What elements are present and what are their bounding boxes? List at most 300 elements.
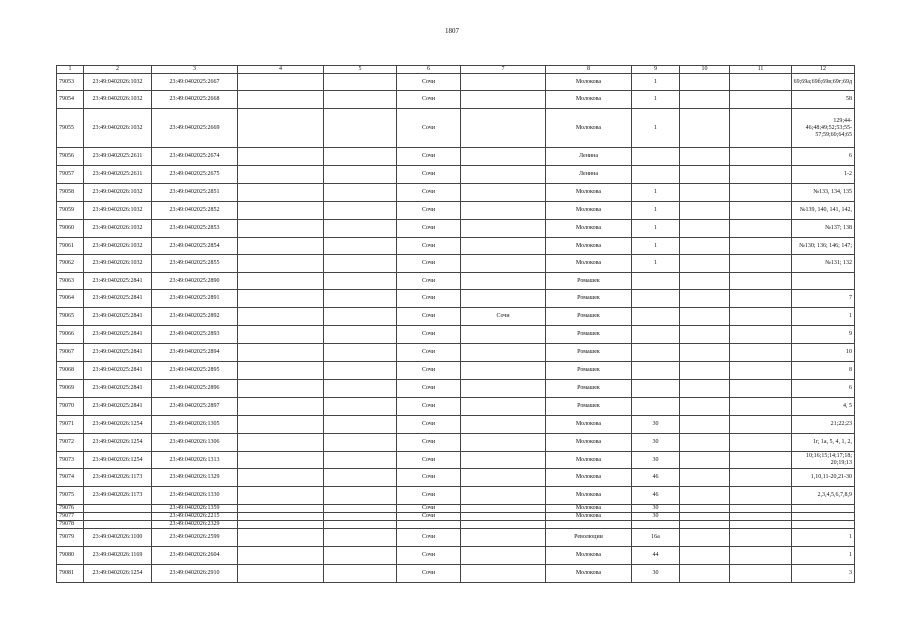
- table-cell: [730, 469, 792, 487]
- table-cell: [730, 220, 792, 238]
- table-cell: №133, 134, 135: [792, 184, 855, 202]
- table-cell: 3: [792, 565, 855, 583]
- table-cell: 23:49:0402025:2890: [152, 273, 238, 290]
- table-cell: [680, 202, 730, 220]
- table-cell: 23:49:0402025:2841: [84, 308, 152, 326]
- table-cell: [730, 362, 792, 380]
- table-cell: [324, 91, 397, 109]
- table-cell: 23:49:0402026:1100: [84, 529, 152, 547]
- table-cell: [680, 529, 730, 547]
- table-cell: 23:49:0402025:2896: [152, 380, 238, 398]
- table-cell: [324, 521, 397, 529]
- table-cell: 23:49:0402025:2611: [84, 166, 152, 184]
- table-cell: Ромашек: [546, 308, 632, 326]
- table-cell: Сочи: [397, 434, 461, 452]
- table-row: [57, 255, 855, 273]
- table-cell: 23:49:0402026:1359: [152, 505, 238, 513]
- table-cell: [238, 91, 324, 109]
- table-cell: 79066: [57, 326, 84, 344]
- column-header: 9: [632, 66, 680, 74]
- table-cell: [238, 398, 324, 416]
- table-cell: [730, 290, 792, 308]
- table-row: [57, 547, 855, 565]
- table-cell: [730, 308, 792, 326]
- table-cell: 23:49:0402026:1032: [84, 74, 152, 91]
- table-cell: Сочи: [397, 505, 461, 513]
- table-row: [57, 529, 855, 547]
- table-cell: [461, 202, 546, 220]
- table-cell: 23:49:0402025:2854: [152, 238, 238, 255]
- table-cell: 23:49:0402025:2851: [152, 184, 238, 202]
- table-cell: [680, 469, 730, 487]
- table-cell: Молокова: [546, 513, 632, 521]
- table-cell: [238, 326, 324, 344]
- table-cell: [84, 521, 152, 529]
- table-row: [57, 416, 855, 434]
- table-row: [57, 565, 855, 583]
- table-cell: [324, 308, 397, 326]
- table-row: [57, 74, 855, 91]
- table-cell: 23:49:0402026:1032: [84, 202, 152, 220]
- table-cell: [461, 487, 546, 505]
- column-header: 12: [792, 66, 855, 74]
- table-row: [57, 220, 855, 238]
- table-cell: 23:49:0402026:1032: [84, 220, 152, 238]
- table-cell: 79076: [57, 505, 84, 513]
- table-cell: 10: [792, 344, 855, 362]
- table-cell: 30: [632, 513, 680, 521]
- table-cell: 23:49:0402025:2853: [152, 220, 238, 238]
- table-cell: [84, 505, 152, 513]
- table-cell: 79070: [57, 398, 84, 416]
- table-cell: [238, 416, 324, 434]
- table-cell: [730, 521, 792, 529]
- table-cell: 23:49:0402025:2841: [84, 273, 152, 290]
- table-cell: 79074: [57, 469, 84, 487]
- table-cell: [730, 326, 792, 344]
- table-row: [57, 184, 855, 202]
- table-cell: Молокова: [546, 547, 632, 565]
- table-cell: [730, 529, 792, 547]
- table-cell: [792, 505, 855, 513]
- table-row: [57, 505, 855, 513]
- table-cell: [730, 255, 792, 273]
- table-cell: [238, 273, 324, 290]
- table-cell: 46: [632, 487, 680, 505]
- table-cell: [680, 238, 730, 255]
- table-row: [57, 273, 855, 290]
- table-cell: [461, 238, 546, 255]
- table-cell: Сочи: [397, 74, 461, 91]
- table-cell: [680, 220, 730, 238]
- table-cell: [680, 91, 730, 109]
- column-header: 6: [397, 66, 461, 74]
- table-cell: [632, 148, 680, 166]
- column-header: 2: [84, 66, 152, 74]
- table-cell: 79077: [57, 513, 84, 521]
- header-row: [57, 66, 855, 74]
- table-cell: [324, 505, 397, 513]
- table-cell: 79069: [57, 380, 84, 398]
- table-cell: [680, 398, 730, 416]
- column-header: 7: [461, 66, 546, 74]
- table-cell: [324, 74, 397, 91]
- table-cell: 7: [792, 290, 855, 308]
- table-cell: [238, 202, 324, 220]
- column-header: 10: [680, 66, 730, 74]
- table-cell: [461, 184, 546, 202]
- table-cell: 23:49:0402026:1032: [84, 91, 152, 109]
- table-cell: [680, 109, 730, 148]
- table-cell: [680, 290, 730, 308]
- table-cell: 23:49:0402025:2895: [152, 362, 238, 380]
- table-row: [57, 109, 855, 148]
- table-cell: 1: [632, 91, 680, 109]
- table-cell: 79078: [57, 521, 84, 529]
- table-cell: Молокова: [546, 184, 632, 202]
- table-cell: [461, 273, 546, 290]
- table-cell: [680, 547, 730, 565]
- table-cell: [461, 380, 546, 398]
- table-cell: 23:49:0402025:2669: [152, 109, 238, 148]
- table-cell: [680, 74, 730, 91]
- table-cell: 23:49:0402025:2841: [84, 344, 152, 362]
- table-cell: 23:49:0402025:2894: [152, 344, 238, 362]
- table-cell: [680, 521, 730, 529]
- table-cell: 23:49:0402026:1032: [84, 184, 152, 202]
- table-cell: [680, 434, 730, 452]
- table-cell: 1: [632, 220, 680, 238]
- table-cell: [324, 380, 397, 398]
- table-cell: Молокова: [546, 434, 632, 452]
- table-cell: 23:49:0402026:1254: [84, 434, 152, 452]
- table-cell: 58: [792, 91, 855, 109]
- table-cell: Ромашек: [546, 362, 632, 380]
- table-cell: 1: [632, 184, 680, 202]
- table-row: [57, 202, 855, 220]
- table-cell: [461, 434, 546, 452]
- table-cell: [238, 380, 324, 398]
- table-cell: Сочи: [397, 238, 461, 255]
- table-cell: 23:49:0402026:2215: [152, 513, 238, 521]
- table-cell: 16а: [632, 529, 680, 547]
- table-cell: 79079: [57, 529, 84, 547]
- table-cell: Ленина: [546, 148, 632, 166]
- table-row: [57, 166, 855, 184]
- table-cell: [730, 148, 792, 166]
- table-cell: [792, 513, 855, 521]
- table-cell: [730, 202, 792, 220]
- table-cell: Сочи: [397, 166, 461, 184]
- table-cell: №131; 132: [792, 255, 855, 273]
- table-cell: [680, 255, 730, 273]
- table-cell: 23:49:0402026:2329: [152, 521, 238, 529]
- table-cell: 79060: [57, 220, 84, 238]
- table-cell: [632, 166, 680, 184]
- table-cell: [730, 273, 792, 290]
- table-cell: [324, 452, 397, 469]
- table-cell: [461, 166, 546, 184]
- table-row: [57, 398, 855, 416]
- table-cell: [324, 344, 397, 362]
- table-cell: Молокова: [546, 255, 632, 273]
- table-cell: 6: [792, 148, 855, 166]
- table-cell: [730, 547, 792, 565]
- table-cell: [461, 469, 546, 487]
- table-cell: Сочи: [397, 308, 461, 326]
- table-cell: 79068: [57, 362, 84, 380]
- table-cell: [730, 344, 792, 362]
- table-cell: 23:49:0402025:2852: [152, 202, 238, 220]
- column-header: 1: [57, 66, 84, 74]
- table-cell: [461, 547, 546, 565]
- table-cell: 1,10,11-20,21-30: [792, 469, 855, 487]
- table-cell: [461, 398, 546, 416]
- table-cell: 23:49:0402026:1173: [84, 469, 152, 487]
- table-cell: [680, 487, 730, 505]
- table-cell: [238, 547, 324, 565]
- table-cell: Сочи: [397, 344, 461, 362]
- table-cell: [632, 290, 680, 308]
- table-cell: 23:49:0402025:2841: [84, 398, 152, 416]
- table-cell: [238, 362, 324, 380]
- table-cell: Ленина: [546, 166, 632, 184]
- table-cell: [730, 74, 792, 91]
- table-cell: [461, 148, 546, 166]
- table-cell: 79071: [57, 416, 84, 434]
- table-cell: Сочи: [397, 487, 461, 505]
- table-cell: [238, 452, 324, 469]
- register-table: [56, 65, 855, 583]
- table-cell: 23:49:0402026:1032: [84, 238, 152, 255]
- table-row: [57, 238, 855, 255]
- table-row: [57, 326, 855, 344]
- table-cell: [324, 326, 397, 344]
- table-row: [57, 362, 855, 380]
- table-cell: Молокова: [546, 202, 632, 220]
- table-cell: [680, 273, 730, 290]
- table-cell: 23:49:0402026:1254: [84, 565, 152, 583]
- table-cell: [680, 505, 730, 513]
- table-row: [57, 469, 855, 487]
- table-cell: Ромашек: [546, 398, 632, 416]
- table-cell: 23:49:0402026:2604: [152, 547, 238, 565]
- table-cell: [461, 362, 546, 380]
- table-cell: [461, 505, 546, 513]
- table-cell: 30: [632, 452, 680, 469]
- table-cell: [730, 109, 792, 148]
- table-cell: Молокова: [546, 74, 632, 91]
- table-cell: [680, 326, 730, 344]
- table-row: [57, 344, 855, 362]
- table-cell: Сочи: [397, 220, 461, 238]
- table-cell: [324, 434, 397, 452]
- table-cell: Сочи: [397, 529, 461, 547]
- column-header: 8: [546, 66, 632, 74]
- table-cell: [730, 505, 792, 513]
- table-cell: [632, 273, 680, 290]
- table-row: [57, 290, 855, 308]
- table-cell: [730, 238, 792, 255]
- table-cell: [238, 487, 324, 505]
- table-cell: 79059: [57, 202, 84, 220]
- table-cell: 9: [792, 326, 855, 344]
- table-cell: [461, 109, 546, 148]
- table-cell: Ромашек: [546, 326, 632, 344]
- table-cell: [680, 452, 730, 469]
- table-cell: [632, 380, 680, 398]
- table-cell: [238, 74, 324, 91]
- table-cell: Сочи: [397, 273, 461, 290]
- table-cell: [461, 290, 546, 308]
- table-cell: [238, 521, 324, 529]
- table-cell: [461, 74, 546, 91]
- table-cell: [324, 202, 397, 220]
- table-cell: Сочи: [397, 469, 461, 487]
- table-cell: [238, 148, 324, 166]
- table-cell: 79057: [57, 166, 84, 184]
- table-cell: [792, 521, 855, 529]
- table-cell: [324, 148, 397, 166]
- table-cell: 1: [632, 255, 680, 273]
- table-cell: 23:49:0402026:1306: [152, 434, 238, 452]
- table-cell: [680, 308, 730, 326]
- table-cell: Ромашек: [546, 290, 632, 308]
- table-cell: [324, 529, 397, 547]
- table-cell: [632, 308, 680, 326]
- table-cell: [730, 184, 792, 202]
- table-cell: [730, 452, 792, 469]
- table-cell: [324, 290, 397, 308]
- table-cell: Молокова: [546, 91, 632, 109]
- table-cell: 44: [632, 547, 680, 565]
- table-cell: 23:49:0402025:2667: [152, 74, 238, 91]
- table-cell: [324, 398, 397, 416]
- table-cell: 1: [792, 308, 855, 326]
- table-cell: [238, 290, 324, 308]
- table-cell: 79056: [57, 148, 84, 166]
- table-cell: 2,3,4,5,6,7,8,9: [792, 487, 855, 505]
- table-cell: [730, 513, 792, 521]
- table-cell: 1: [632, 238, 680, 255]
- table-cell: [238, 469, 324, 487]
- table-cell: 23:49:0402026:1305: [152, 416, 238, 434]
- table-cell: [324, 565, 397, 583]
- table-cell: Сочи: [397, 452, 461, 469]
- table-cell: [461, 565, 546, 583]
- table-cell: [324, 362, 397, 380]
- table-cell: [324, 487, 397, 505]
- table-cell: 23:49:0402026:1169: [84, 547, 152, 565]
- table-cell: Сочи: [461, 308, 546, 326]
- table-cell: Революции: [546, 529, 632, 547]
- table-cell: [680, 344, 730, 362]
- table-cell: 79062: [57, 255, 84, 273]
- table-cell: №130; 136; 146; 147;: [792, 238, 855, 255]
- table-cell: Молокова: [546, 220, 632, 238]
- table-cell: 79055: [57, 109, 84, 148]
- table-cell: 23:49:0402025:2891: [152, 290, 238, 308]
- table-cell: Молокова: [546, 416, 632, 434]
- table-cell: 79063: [57, 273, 84, 290]
- table-cell: 23:49:0402026:1329: [152, 469, 238, 487]
- table-cell: 23:49:0402026:2910: [152, 565, 238, 583]
- table-cell: Сочи: [397, 398, 461, 416]
- table-cell: [461, 529, 546, 547]
- table-cell: Молокова: [546, 469, 632, 487]
- table-cell: 23:49:0402026:1032: [84, 255, 152, 273]
- table-cell: [238, 344, 324, 362]
- table-cell: 79072: [57, 434, 84, 452]
- table-cell: [730, 166, 792, 184]
- table-cell: 23:49:0402025:2892: [152, 308, 238, 326]
- table-cell: [632, 344, 680, 362]
- table-cell: [238, 505, 324, 513]
- table-cell: 79081: [57, 565, 84, 583]
- table-row: [57, 148, 855, 166]
- table-cell: 23:49:0402025:2611: [84, 148, 152, 166]
- table-cell: [324, 109, 397, 148]
- table-cell: [324, 273, 397, 290]
- table-cell: [680, 416, 730, 434]
- table-cell: Сочи: [397, 416, 461, 434]
- table-cell: Ромашек: [546, 273, 632, 290]
- table-cell: [461, 255, 546, 273]
- table-cell: 23:49:0402025:2841: [84, 380, 152, 398]
- table-cell: Сочи: [397, 91, 461, 109]
- table-cell: 4, 5: [792, 398, 855, 416]
- table-cell: [680, 362, 730, 380]
- table-cell: 30: [632, 565, 680, 583]
- table-cell: [324, 166, 397, 184]
- table-cell: [461, 344, 546, 362]
- column-header: 11: [730, 66, 792, 74]
- table-cell: Молокова: [546, 505, 632, 513]
- table-row: [57, 434, 855, 452]
- table-cell: 23:49:0402025:2897: [152, 398, 238, 416]
- table-cell: [461, 326, 546, 344]
- page-number: 1807: [445, 27, 459, 35]
- table-cell: [238, 565, 324, 583]
- table-cell: [238, 184, 324, 202]
- table-row: [57, 513, 855, 521]
- table-cell: [632, 521, 680, 529]
- table-cell: 23:49:0402025:2675: [152, 166, 238, 184]
- table-cell: 1-2: [792, 166, 855, 184]
- table-row: [57, 521, 855, 529]
- table-cell: 79064: [57, 290, 84, 308]
- table-cell: Сочи: [397, 290, 461, 308]
- table-cell: 1: [792, 547, 855, 565]
- table-cell: Ромашек: [546, 380, 632, 398]
- column-header: 4: [238, 66, 324, 74]
- table-cell: Сочи: [397, 326, 461, 344]
- table-cell: 8: [792, 362, 855, 380]
- table-cell: 30: [632, 505, 680, 513]
- table-cell: 79065: [57, 308, 84, 326]
- table-cell: 79075: [57, 487, 84, 505]
- table-cell: 79073: [57, 452, 84, 469]
- table-cell: 1г, 1а, 5, 4, 1, 2,: [792, 434, 855, 452]
- table-cell: [84, 513, 152, 521]
- table-cell: 30: [632, 434, 680, 452]
- table-cell: Сочи: [397, 184, 461, 202]
- table-cell: Молокова: [546, 452, 632, 469]
- table-cell: [730, 380, 792, 398]
- table-cell: Сочи: [397, 109, 461, 148]
- table-cell: 23:49:0402025:2674: [152, 148, 238, 166]
- table-cell: [680, 565, 730, 583]
